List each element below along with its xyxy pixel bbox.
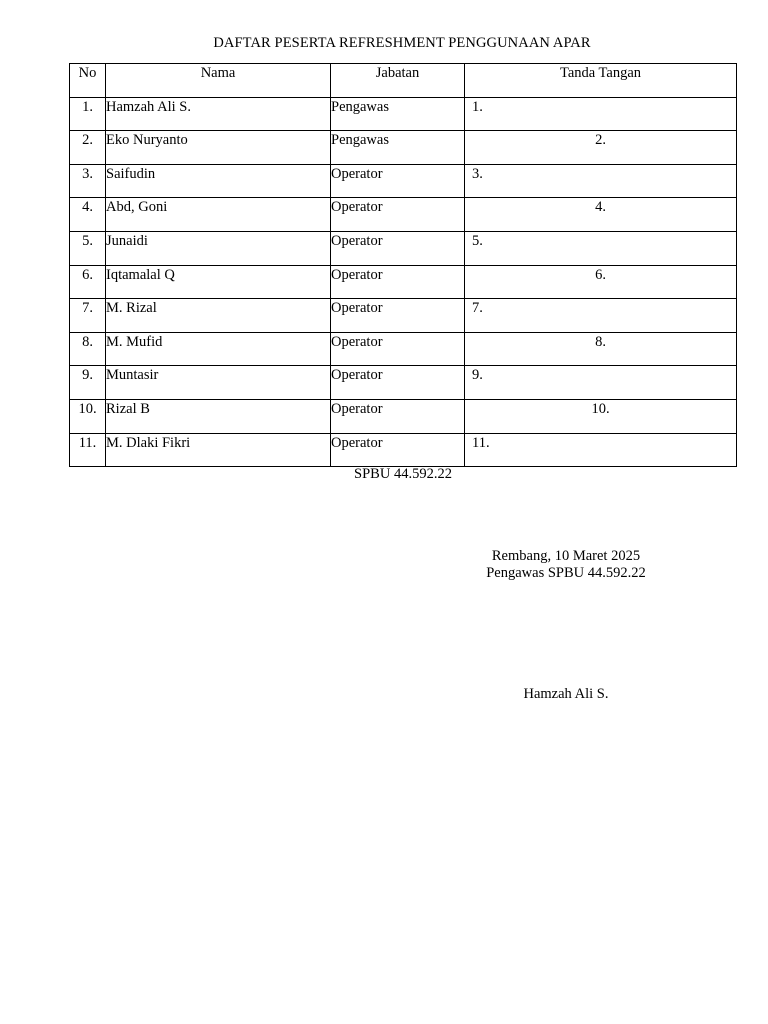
signature-cell: 4. <box>465 198 737 232</box>
participant-name: M. Rizal <box>106 299 331 333</box>
header-signature: Tanda Tangan <box>465 64 737 98</box>
row-number: 9. <box>70 366 106 400</box>
row-number: 10. <box>70 399 106 433</box>
participant-position: Pengawas <box>331 97 465 131</box>
table-row <box>70 332 737 366</box>
table-row <box>70 97 737 131</box>
table-row <box>70 299 737 333</box>
header-no: No <box>70 64 106 98</box>
table-row <box>70 399 737 433</box>
row-number: 5. <box>70 231 106 265</box>
row-number: 8. <box>70 332 106 366</box>
signature-cell: 5. <box>465 231 737 265</box>
participant-name: Rizal B <box>106 399 331 433</box>
participant-position: Operator <box>331 265 465 299</box>
participant-name: Abd, Goni <box>106 198 331 232</box>
row-number: 2. <box>70 131 106 165</box>
signature-cell: 10. <box>465 399 737 433</box>
row-number: 4. <box>70 198 106 232</box>
row-number: 11. <box>70 433 106 467</box>
station-id: SPBU 44.592.22 <box>354 466 452 482</box>
participant-name: Hamzah Ali S. <box>106 97 331 131</box>
signer-name: Hamzah Ali S. <box>523 686 609 702</box>
participant-name: Muntasir <box>106 366 331 400</box>
table-row <box>70 265 737 299</box>
participant-position: Operator <box>331 164 465 198</box>
participant-position: Pengawas <box>331 131 465 165</box>
place-date: Rembang, 10 Maret 2025 <box>491 548 641 564</box>
table-row <box>70 164 737 198</box>
table-row <box>70 366 737 400</box>
signature-block <box>466 548 666 582</box>
signature-cell: 11. <box>465 433 737 467</box>
participant-name: M. Mufid <box>106 332 331 366</box>
row-number: 1. <box>70 97 106 131</box>
signature-cell: 8. <box>465 332 737 366</box>
participant-name: Junaidi <box>106 231 331 265</box>
signature-cell: 7. <box>465 299 737 333</box>
signer-role: Pengawas SPBU 44.592.22 <box>486 565 646 581</box>
signature-cell: 6. <box>465 265 737 299</box>
table-header-row <box>70 64 737 98</box>
signature-cell: 9. <box>465 366 737 400</box>
row-number: 7. <box>70 299 106 333</box>
participant-position: Operator <box>331 399 465 433</box>
participant-position: Operator <box>331 433 465 467</box>
participant-name: Saifudin <box>106 164 331 198</box>
participant-position: Operator <box>331 231 465 265</box>
header-position: Jabatan <box>331 64 465 98</box>
participant-position: Operator <box>331 198 465 232</box>
signature-cell: 3. <box>465 164 737 198</box>
signature-cell: 1. <box>465 97 737 131</box>
participant-name: Iqtamalal Q <box>106 265 331 299</box>
participant-table <box>69 63 737 467</box>
table-row <box>70 131 737 165</box>
participant-name: M. Dlaki Fikri <box>106 433 331 467</box>
participant-position: Operator <box>331 332 465 366</box>
participant-position: Operator <box>331 366 465 400</box>
table-row <box>70 231 737 265</box>
header-name: Nama <box>106 64 331 98</box>
participant-name: Eko Nuryanto <box>106 131 331 165</box>
table-row <box>70 198 737 232</box>
participant-position: Operator <box>331 299 465 333</box>
row-number: 3. <box>70 164 106 198</box>
table-row <box>70 433 737 467</box>
document-title: DAFTAR PESERTA REFRESHMENT PENGGUNAAN APAR <box>213 35 591 51</box>
signature-cell: 2. <box>465 131 737 165</box>
row-number: 6. <box>70 265 106 299</box>
